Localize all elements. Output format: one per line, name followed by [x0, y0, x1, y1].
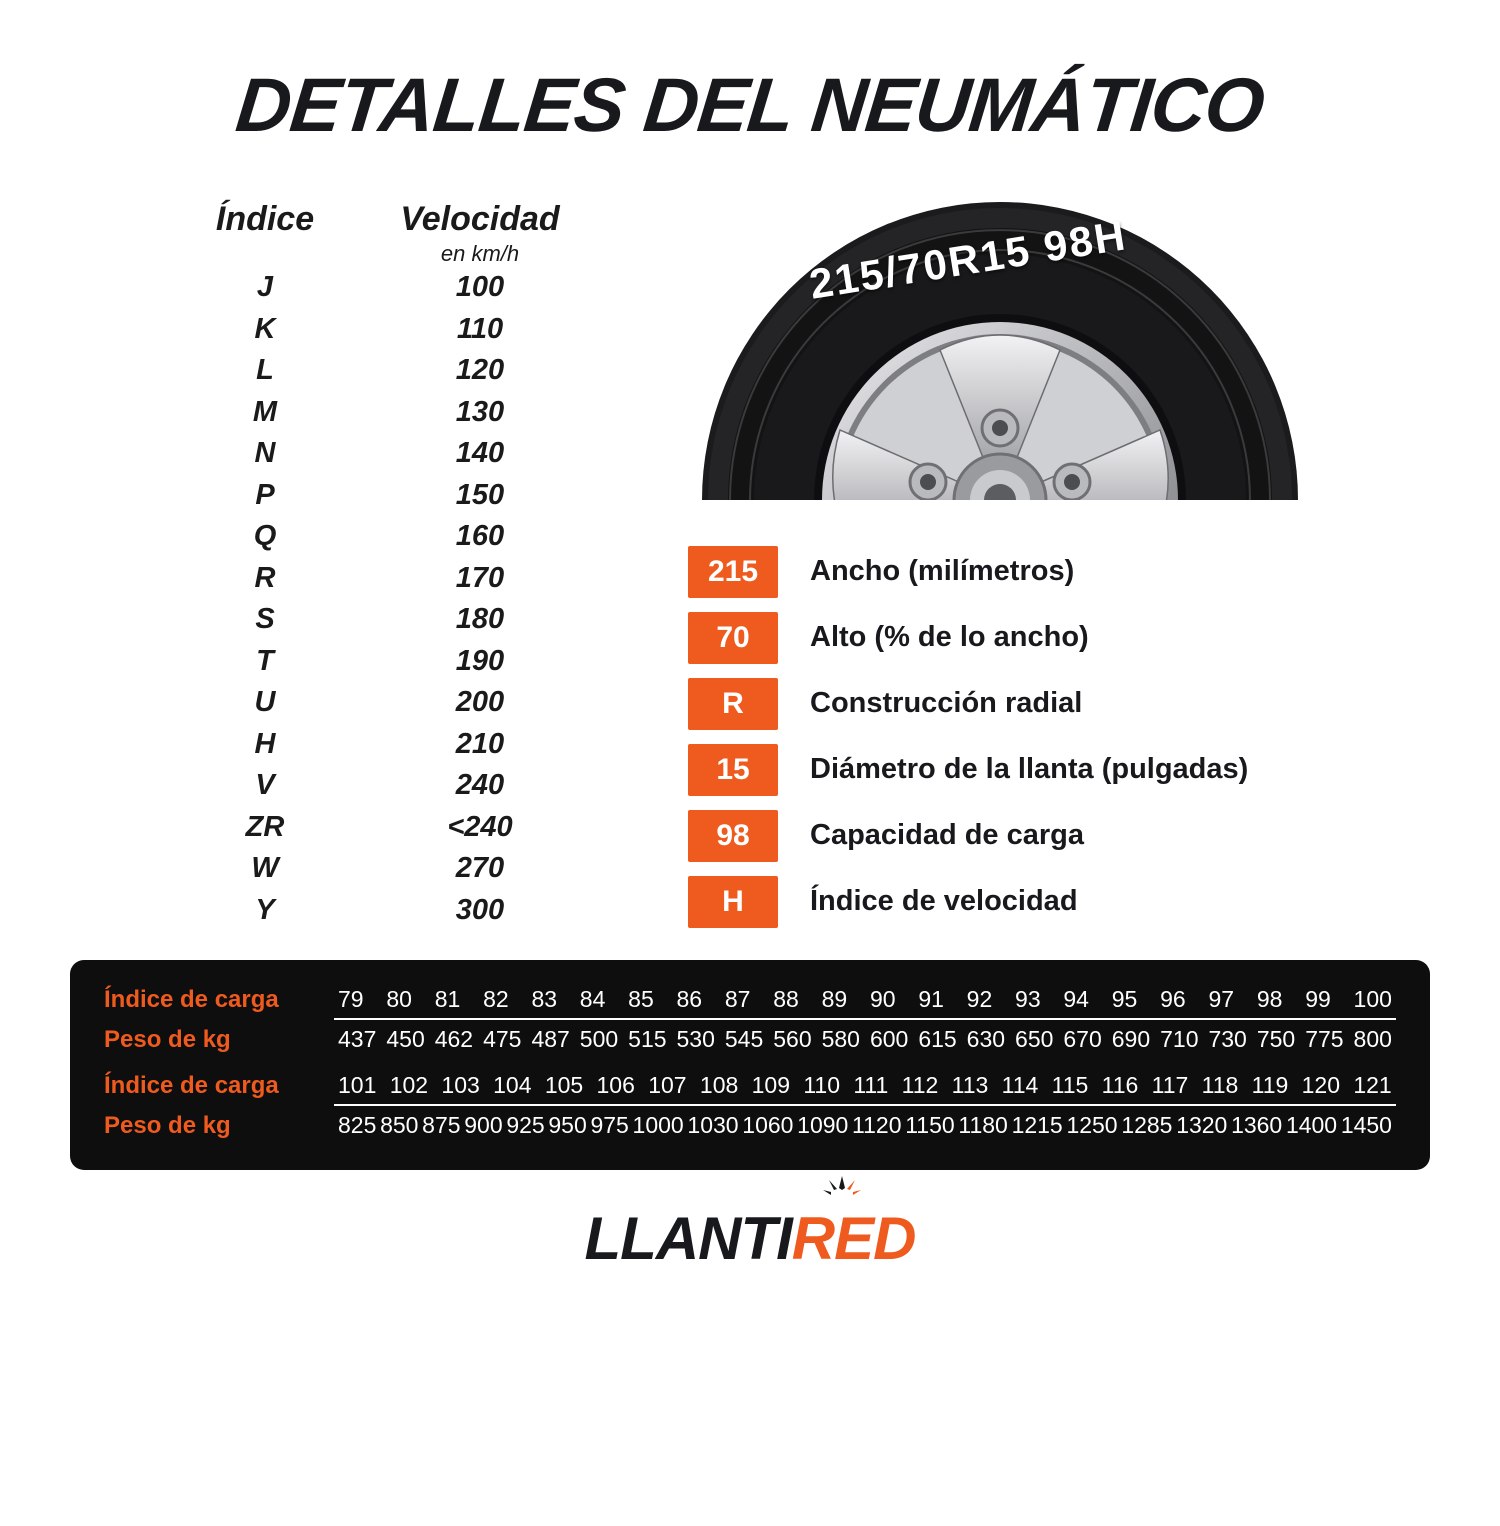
load-index-cell: 121 — [1353, 1072, 1392, 1099]
legend-label: Alto (% de lo ancho) — [810, 621, 1089, 654]
table-row — [165, 682, 670, 724]
spark-icon — [817, 1174, 867, 1208]
legend-badge: 70 — [688, 612, 778, 664]
load-index-cell: 87 — [724, 986, 751, 1013]
speed-index-value: N — [254, 437, 276, 470]
speed-index-table — [70, 200, 670, 942]
speed-index-value: L — [256, 354, 274, 387]
legend-label: Capacidad de carga — [810, 819, 1084, 852]
load-index-label: Índice de carga — [104, 1071, 279, 1099]
speed-index-value: W — [251, 852, 279, 885]
speed-value: 120 — [455, 354, 505, 387]
load-index-cell: 95 — [1111, 986, 1138, 1013]
load-weight-cell: 560 — [773, 1026, 812, 1053]
load-block-2 — [104, 1072, 1396, 1140]
load-index-cell: 108 — [699, 1072, 739, 1099]
load-weight-cell: 1215 — [1011, 1112, 1063, 1139]
speed-header-velocity — [365, 200, 595, 267]
load-weight-line — [104, 1026, 1396, 1054]
speed-table-header — [165, 200, 670, 267]
load-weight-label: Peso de kg — [104, 1111, 231, 1139]
load-weight-cell: 530 — [676, 1026, 715, 1053]
load-index-cell: 114 — [1001, 1072, 1039, 1099]
table-row — [165, 308, 670, 350]
load-weight-cell: 1450 — [1340, 1112, 1392, 1139]
load-index-cell: 85 — [628, 986, 654, 1013]
table-row — [165, 806, 670, 848]
table-row — [165, 723, 670, 765]
load-index-values-2 — [334, 1072, 1396, 1099]
legend-label: Diámetro de la llanta (pulgadas) — [810, 753, 1249, 786]
tire-legend-column — [670, 200, 1430, 942]
legend-badge: R — [688, 678, 778, 730]
legend-label: Construcción radial — [810, 687, 1083, 720]
speed-header-velocity-unit: en km/h — [440, 240, 520, 266]
speed-index-value: Y — [255, 893, 275, 926]
divider — [334, 1018, 1396, 1020]
list-item — [688, 876, 1430, 928]
legend-badge: H — [688, 876, 778, 928]
load-weight-cell: 710 — [1160, 1026, 1199, 1053]
speed-value: 210 — [455, 727, 505, 760]
speed-value: 110 — [456, 312, 504, 345]
table-row — [165, 350, 670, 392]
speed-value: 190 — [455, 644, 505, 677]
load-weight-cell: 437 — [338, 1026, 377, 1053]
table-row — [165, 516, 670, 558]
brand-logo — [585, 1204, 916, 1273]
load-weight-cell: 1090 — [797, 1112, 849, 1139]
load-index-cell: 91 — [918, 986, 944, 1013]
load-weight-cell: 875 — [422, 1112, 461, 1139]
load-index-cell: 104 — [493, 1072, 532, 1099]
load-index-cell: 103 — [441, 1072, 480, 1099]
load-index-cell: 117 — [1151, 1072, 1189, 1099]
load-index-cell: 118 — [1201, 1072, 1239, 1099]
logo-part-two: RED — [791, 1204, 916, 1272]
load-weight-cell: 750 — [1256, 1026, 1296, 1053]
load-weight-cell: 545 — [724, 1026, 764, 1053]
load-weight-cell: 1285 — [1121, 1112, 1173, 1139]
speed-index-value: S — [255, 603, 275, 636]
speed-value: 300 — [455, 893, 505, 926]
load-weight-cell: 950 — [548, 1112, 587, 1139]
table-row — [165, 267, 670, 309]
load-weight-cell: 500 — [579, 1026, 619, 1053]
legend-badge: 15 — [688, 744, 778, 796]
load-weight-cell: 775 — [1305, 1026, 1344, 1053]
speed-index-value: T — [256, 644, 274, 677]
speed-value: 100 — [455, 271, 505, 304]
load-weight-cell: 462 — [434, 1026, 474, 1053]
speed-value: 270 — [455, 852, 505, 885]
load-weight-cell: 730 — [1208, 1026, 1247, 1053]
load-index-cell: 111 — [853, 1072, 889, 1099]
table-row — [165, 848, 670, 890]
load-weight-cell: 1360 — [1231, 1112, 1283, 1139]
load-weight-cell: 825 — [338, 1112, 377, 1139]
table-row — [165, 640, 670, 682]
load-weight-cell: 670 — [1063, 1026, 1102, 1053]
speed-value: 240 — [455, 769, 505, 802]
tire-code-legend — [688, 546, 1430, 928]
load-index-cell: 106 — [596, 1072, 635, 1099]
divider — [334, 1104, 1396, 1106]
legend-badge: 98 — [688, 810, 778, 862]
load-index-cell: 83 — [531, 986, 558, 1013]
speed-index-value: P — [255, 478, 275, 511]
load-weight-cell: 600 — [869, 1026, 909, 1053]
load-weight-values-1 — [334, 1026, 1396, 1053]
load-index-cell: 84 — [579, 986, 606, 1013]
load-index-cell: 101 — [338, 1072, 377, 1099]
load-weight-cell: 450 — [386, 1026, 425, 1053]
load-weight-cell: 630 — [966, 1026, 1006, 1053]
speed-index-value: K — [254, 312, 276, 345]
speed-value: 150 — [455, 478, 505, 511]
speed-index-value: J — [256, 271, 274, 304]
load-index-cell: 96 — [1160, 986, 1186, 1013]
legend-label: Índice de velocidad — [810, 885, 1078, 918]
legend-label: Ancho (milímetros) — [810, 555, 1075, 588]
load-index-cell: 120 — [1301, 1072, 1340, 1099]
load-weight-cell: 1030 — [687, 1112, 739, 1139]
list-item — [688, 546, 1430, 598]
list-item — [688, 810, 1430, 862]
speed-value: 200 — [455, 686, 505, 719]
load-index-cell: 105 — [544, 1072, 584, 1099]
load-weight-cell: 615 — [918, 1026, 957, 1053]
load-index-values-1 — [334, 986, 1396, 1013]
load-index-panel — [70, 960, 1430, 1170]
load-index-cell: 92 — [966, 986, 993, 1013]
load-index-label: Índice de carga — [104, 985, 279, 1013]
load-index-cell: 113 — [951, 1072, 989, 1099]
load-weight-cell: 1000 — [632, 1112, 684, 1139]
speed-value: 160 — [455, 520, 505, 553]
load-weight-cell: 1150 — [905, 1112, 955, 1139]
load-weight-cell: 690 — [1111, 1026, 1151, 1053]
load-weight-cell: 475 — [483, 1026, 522, 1053]
load-index-cell: 107 — [648, 1072, 687, 1099]
load-index-cell: 94 — [1063, 986, 1089, 1013]
load-weight-cell: 650 — [1015, 1026, 1054, 1053]
load-index-cell: 86 — [676, 986, 703, 1013]
load-weight-cell: 515 — [628, 1026, 667, 1053]
speed-index-value: R — [254, 561, 276, 594]
speed-value: <240 — [447, 810, 513, 843]
load-weight-cell: 975 — [590, 1112, 629, 1139]
load-index-cell: 102 — [389, 1072, 429, 1099]
speed-index-value: U — [254, 686, 276, 719]
page-title: DETALLES DEL NEUMÁTICO — [232, 63, 1268, 148]
load-index-cell: 110 — [803, 1072, 840, 1099]
load-weight-values-2 — [334, 1112, 1396, 1139]
load-index-cell: 82 — [483, 986, 509, 1013]
load-index-cell: 93 — [1015, 986, 1041, 1013]
tire-sidewall-code: 215/70R15 98H — [806, 211, 1130, 308]
load-index-cell: 109 — [751, 1072, 790, 1099]
load-index-cell: 119 — [1251, 1072, 1289, 1099]
table-row — [165, 391, 670, 433]
table-row — [165, 474, 670, 516]
load-weight-cell: 1250 — [1066, 1112, 1118, 1139]
legend-badge: 215 — [688, 546, 778, 598]
load-weight-cell: 1320 — [1176, 1112, 1228, 1139]
speed-index-value: Q — [253, 520, 277, 553]
load-index-cell: 80 — [386, 986, 412, 1013]
speed-value: 170 — [455, 561, 505, 594]
load-weight-cell: 487 — [531, 1026, 570, 1053]
list-item — [688, 612, 1430, 664]
tire-illustration — [690, 200, 1310, 520]
load-weight-cell: 900 — [464, 1112, 503, 1139]
speed-index-value: V — [255, 769, 275, 802]
load-block-1 — [104, 986, 1396, 1054]
table-row — [165, 765, 670, 807]
speed-value: 180 — [455, 603, 505, 636]
load-weight-cell: 1060 — [742, 1112, 794, 1139]
load-weight-cell: 850 — [380, 1112, 419, 1139]
speed-value: 130 — [455, 395, 505, 428]
table-row — [165, 433, 670, 475]
load-index-cell: 115 — [1051, 1072, 1089, 1099]
load-index-cell: 98 — [1256, 986, 1283, 1013]
load-index-line — [104, 1072, 1396, 1100]
speed-index-value: M — [252, 395, 278, 428]
table-row — [165, 889, 670, 931]
load-index-line — [104, 986, 1396, 1014]
load-weight-cell: 1400 — [1285, 1112, 1338, 1139]
speed-header-velocity-label: Velocidad — [400, 199, 560, 238]
load-index-cell: 79 — [338, 986, 364, 1013]
list-item — [688, 744, 1430, 796]
load-index-cell: 89 — [821, 986, 848, 1013]
load-weight-line — [104, 1112, 1396, 1140]
speed-value: 140 — [455, 437, 505, 470]
load-index-cell: 88 — [773, 986, 799, 1013]
load-index-cell: 97 — [1208, 986, 1235, 1013]
main-content — [0, 200, 1500, 942]
load-index-cell: 90 — [869, 986, 896, 1013]
load-index-cell: 99 — [1305, 986, 1331, 1013]
load-weight-cell: 1180 — [958, 1112, 1008, 1139]
table-row — [165, 599, 670, 641]
load-weight-cell: 925 — [506, 1112, 545, 1139]
load-weight-cell: 800 — [1353, 1026, 1392, 1053]
load-index-cell: 116 — [1101, 1072, 1139, 1099]
load-weight-label: Peso de kg — [104, 1025, 231, 1053]
speed-index-value: ZR — [245, 810, 285, 843]
speed-index-value: H — [254, 727, 276, 760]
load-index-cell: 112 — [901, 1072, 939, 1099]
load-index-cell: 81 — [434, 986, 461, 1013]
load-weight-cell: 1120 — [852, 1112, 902, 1139]
table-row — [165, 557, 670, 599]
list-item — [688, 678, 1430, 730]
footer — [0, 1204, 1500, 1273]
load-weight-cell: 580 — [821, 1026, 860, 1053]
speed-header-index: Índice — [215, 199, 315, 238]
load-index-cell: 100 — [1353, 986, 1392, 1013]
logo-part-one: LLANTI — [584, 1204, 792, 1272]
